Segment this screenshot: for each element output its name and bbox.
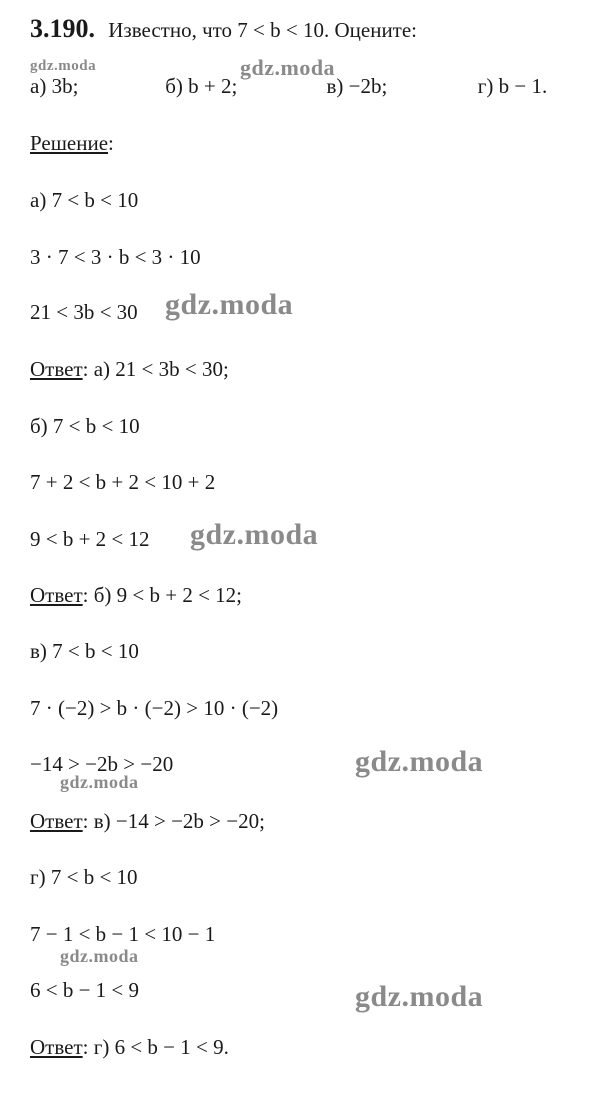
problem-number: 3.190. <box>30 14 95 43</box>
watermark: gdz.moda <box>240 55 336 80</box>
answer-label: Ответ <box>30 357 83 381</box>
problem-item-v: в) −2b; <box>326 74 388 98</box>
answer-text: : б) 9 < b + 2 < 12; <box>82 583 243 607</box>
part-b-line-2: 7 + 2 < b + 2 < 10 + 2 <box>30 470 216 494</box>
watermark: gdz.moda <box>60 946 139 966</box>
solution-heading-colon: : <box>108 131 114 155</box>
solution-heading <box>30 131 114 156</box>
part-v-line-3: −14 > −2b > −20 <box>30 752 174 776</box>
part-v-answer <box>30 809 265 834</box>
part-g-answer <box>30 1035 229 1060</box>
part-g-line-2: 7 − 1 < b − 1 < 10 − 1 <box>30 922 216 946</box>
problem-item-b: б) b + 2; <box>165 74 238 98</box>
answer-label: Ответ <box>30 1035 83 1059</box>
watermark: gdz.moda <box>190 518 319 551</box>
answer-label: Ответ <box>30 583 83 607</box>
part-a-answer <box>30 357 229 382</box>
watermark: gdz.moda <box>355 745 484 778</box>
problem-item-g: г) b − 1. <box>477 74 548 98</box>
watermark: gdz.moda <box>60 772 139 792</box>
problem-item-a: а) 3b; <box>30 74 79 98</box>
part-a-line-1: а) 7 < b < 10 <box>30 188 139 212</box>
part-b-line-1: б) 7 < b < 10 <box>30 414 140 438</box>
watermark: gdz.moda <box>165 288 294 321</box>
watermark: gdz.moda <box>30 58 97 74</box>
part-b-answer <box>30 583 242 608</box>
part-a-line-3: 21 < 3b < 30 <box>30 300 138 324</box>
answer-text: : в) −14 > −2b > −20; <box>82 809 265 833</box>
answer-label: Ответ <box>30 809 83 833</box>
problem-header <box>30 14 417 44</box>
part-g-line-1: г) 7 < b < 10 <box>30 865 138 889</box>
watermark: gdz.moda <box>355 980 484 1013</box>
part-v-line-2: 7 · (−2) > b · (−2) > 10 · (−2) <box>30 696 279 720</box>
part-g-line-3: 6 < b − 1 < 9 <box>30 978 140 1002</box>
part-v-line-1: в) 7 < b < 10 <box>30 639 139 663</box>
part-b-line-3: 9 < b + 2 < 12 <box>30 527 150 551</box>
part-a-line-2: 3 · 7 < 3 · b < 3 · 10 <box>30 245 201 269</box>
answer-text: : а) 21 < 3b < 30; <box>82 357 229 381</box>
answer-text: : г) 6 < b − 1 < 9. <box>82 1035 229 1059</box>
problem-statement: Известно, что 7 < b < 10. Оцените: <box>108 18 418 42</box>
solution-heading-label: Решение <box>30 131 109 155</box>
